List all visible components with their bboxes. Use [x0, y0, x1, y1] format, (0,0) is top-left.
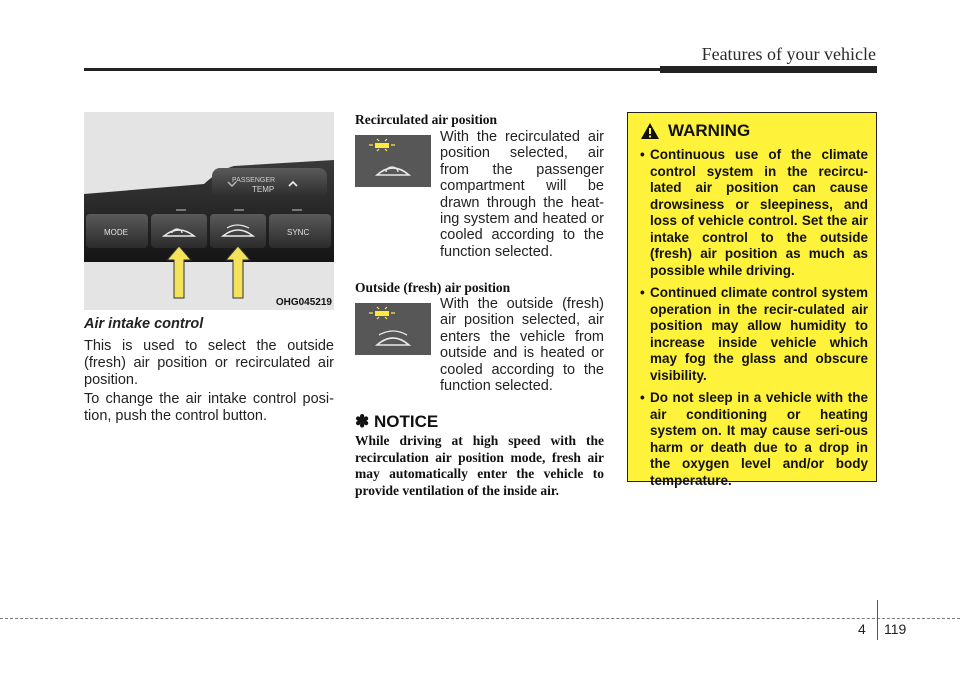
warning-list: [640, 147, 868, 495]
header-rule-accent: [660, 66, 877, 73]
outside-air-description: With the outside (fresh) air position selected, air enters the vehicle from outside and is heated or cooled according to the function selected.: [440, 296, 604, 395]
mode-label: MODE: [104, 228, 128, 237]
section-heading: Air intake control: [84, 316, 204, 332]
warning-item: • Continuous use of the climate control system in the recircu-lated air position can cause drowsiness or sleepiness, and loss of vehicle control. Set the air intake control to the outside (fresh) air position as much as possible while driving.: [640, 147, 868, 279]
fresh-air-button: [210, 214, 266, 248]
recirculated-air-title: Recirculated air position: [355, 112, 497, 127]
footer-rule: [0, 618, 960, 619]
figure-code: OHG045219: [275, 297, 332, 308]
warning-item: • Continued climate control system operation in the recir-culated air position may allow humidity to increase inside vehicle which may fog the glass and obscure visibility.: [640, 285, 868, 384]
car-fresh-air-icon: [377, 338, 409, 345]
page-header-title: Features of your vehicle: [701, 44, 876, 64]
warning-box: [627, 112, 877, 488]
indicator-light-icon: [375, 311, 389, 316]
car-recirculation-icon: [377, 168, 409, 175]
indicator-led: [176, 209, 186, 211]
control-panel-illustration: [84, 112, 334, 310]
recirculated-indicator-image: [355, 135, 431, 187]
climate-control-figure: [84, 112, 334, 310]
warning-title: WARNING: [668, 121, 751, 140]
warning-header: [640, 121, 750, 141]
body-paragraph: To change the air intake control posi-tion, push the control button.: [84, 391, 334, 424]
indicator-led: [234, 209, 244, 211]
footer-divider: [877, 600, 878, 640]
passenger-label: PASSENGER: [232, 177, 276, 184]
outside-air-title: Outside (fresh) air position: [355, 280, 511, 295]
indicator-led: [292, 209, 302, 211]
notice-body: While driving at high speed with the recirculation air position mode, fresh air may automatically enter the vehicle to provide ventilation of the inside air.: [355, 433, 604, 498]
sync-label: SYNC: [287, 228, 310, 237]
recirculation-button: [151, 214, 207, 248]
warning-triangle-icon: [640, 122, 660, 140]
chapter-number: 4: [858, 621, 866, 637]
body-paragraph: This is used to select the outside (fresh) air position or recirculated air position.: [84, 338, 334, 388]
notice-title: ✽ NOTICE: [355, 412, 439, 431]
warning-item: • Do not sleep in a vehicle with the air conditioning or heating system on. It may cause seri-ous harm or death due to a drop in the oxygen level and/or body temperature.: [640, 390, 868, 489]
outside-air-indicator-image: [355, 303, 431, 355]
recirculated-air-description: With the recirculated air position selected, air from the passenger compartment will be drawn through the heat-ing system and heated or cooled according to the function selected.: [440, 129, 604, 260]
temp-label: TEMP: [252, 185, 275, 194]
indicator-light-icon: [375, 143, 389, 148]
page-number: 119: [884, 621, 907, 637]
